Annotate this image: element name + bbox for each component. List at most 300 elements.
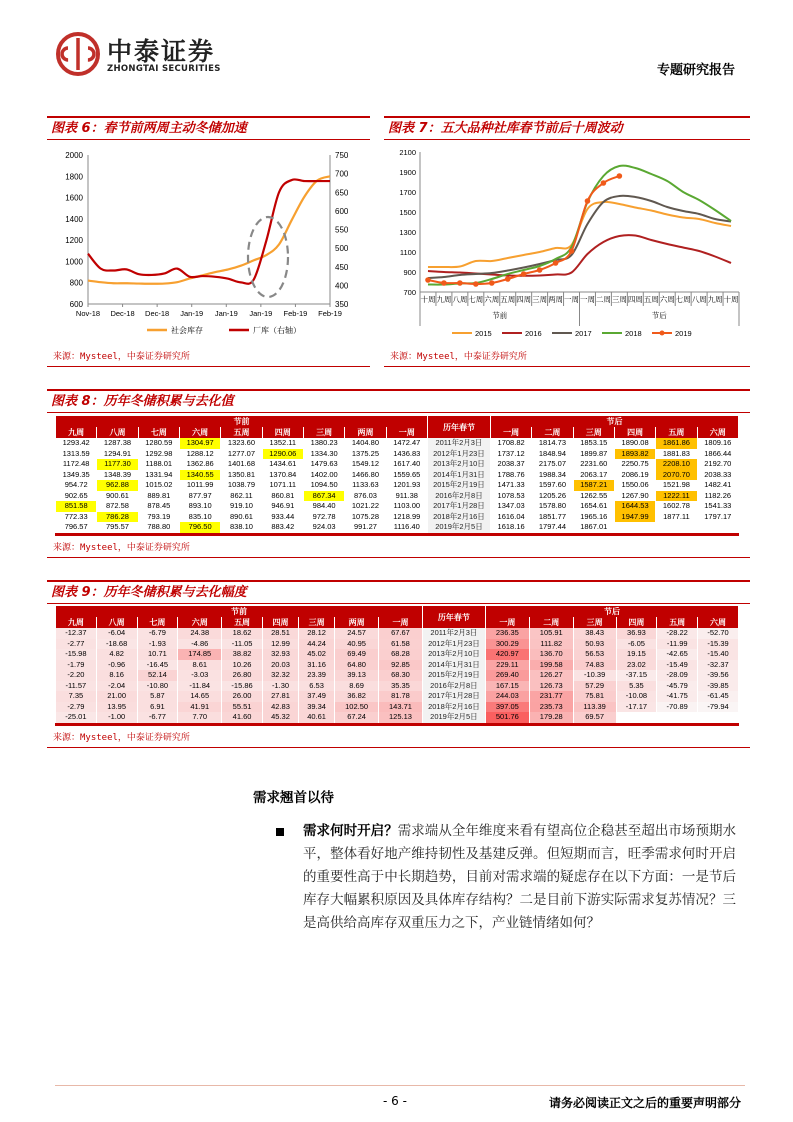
figure9-source: 来源：Mysteel，中泰证券研究所 (53, 733, 190, 743)
cell-after: 2070.70 (656, 470, 696, 481)
cell-before: -1.79 (56, 660, 96, 671)
x-tick-label: 五周 (500, 295, 516, 304)
cell-before: 1472.47 (393, 438, 421, 447)
figure8-table (55, 416, 739, 533)
cell-after: 1965.16 (580, 511, 608, 521)
cell-date: 2018年2月16日 (423, 702, 485, 713)
cell-before: 991.27 (353, 522, 377, 531)
cell-before: 890.61 (230, 511, 253, 521)
cell-date: 2013年2月10日 (423, 649, 485, 660)
cell-after: -39.85 (698, 681, 738, 692)
cell-before: 919.10 (230, 501, 253, 510)
table-row (56, 639, 738, 650)
cell-after: 397.05 (486, 702, 529, 713)
cell-before: -3.03 (178, 670, 221, 681)
column-header-after: 二周 (532, 427, 572, 438)
cell-before: 1075.28 (351, 511, 380, 521)
cell-before: -4.86 (178, 639, 221, 650)
x-tick-label: 一周 (564, 295, 580, 304)
cell-before: 1479.63 (310, 459, 338, 468)
column-header-after: 一周 (491, 427, 531, 438)
data-point-2019 (537, 267, 543, 273)
cell-after: 179.28 (530, 712, 573, 723)
column-header-before: 三周 (304, 427, 344, 438)
cell-date: 2019年2月5日 (428, 522, 490, 533)
cell-after: 1222.11 (656, 491, 696, 502)
cell-before: 1362.86 (186, 459, 214, 468)
cell-before: 10.26 (222, 660, 262, 671)
column-header-before: 六周 (178, 617, 221, 628)
table-row (56, 438, 738, 449)
cell-after (617, 712, 657, 723)
cell-after: 501.76 (486, 712, 529, 723)
figure8-title: 图表 8：历年冬储积累与去化值 (47, 389, 750, 413)
cell-after: 1851.77 (538, 511, 566, 521)
legend-label: 厂库（右轴） (253, 326, 301, 335)
cell-before: 81.78 (379, 691, 422, 702)
cell-before: 38.82 (222, 649, 262, 660)
legend-label: 2018 (625, 329, 642, 338)
x-tick-label: Jan-19 (214, 309, 238, 318)
x-tick-label: Jan-19 (180, 309, 204, 318)
cell-before: 1350.81 (227, 469, 256, 479)
cell-before: 45.32 (263, 712, 298, 723)
cell-before: -1.00 (97, 712, 137, 723)
series-line-2017 (428, 196, 731, 278)
cell-after: 1078.53 (497, 490, 525, 500)
cell-before: 40.61 (299, 712, 334, 723)
x-tick-label: Nov-18 (75, 309, 101, 318)
column-header-before: 五周 (222, 617, 262, 628)
cell-after: -70.89 (657, 702, 697, 713)
cell-after: 300.29 (486, 639, 529, 650)
y-right-tick-label: 550 (335, 225, 349, 235)
cell-after: 2038.37 (497, 459, 525, 468)
cell-before: -1.30 (263, 681, 298, 692)
cell-before: 946.91 (271, 501, 295, 510)
cell-after: 1587.21 (574, 480, 614, 491)
table-row (56, 512, 738, 523)
legend-label: 社会库存 (171, 326, 203, 335)
cell-before: -15.86 (222, 681, 262, 692)
column-header-before: 四周 (263, 617, 298, 628)
cell-before: 6.91 (138, 702, 178, 713)
cell-after: 1471.33 (497, 480, 525, 489)
cell-after: -17.17 (617, 702, 657, 713)
legend-label: 2019 (675, 329, 692, 338)
x-tick-label: 八周 (691, 295, 707, 304)
cell-before: 877.97 (188, 490, 212, 500)
cell-after: -79.94 (698, 702, 738, 713)
legend-label: 2017 (575, 329, 592, 338)
cell-after: 199.58 (530, 660, 573, 671)
cell-after (698, 712, 738, 723)
cell-after: -28.09 (657, 670, 697, 681)
cell-before: 20.03 (263, 660, 298, 671)
y-right-tick-label: 600 (335, 206, 349, 216)
cell-before: 867.34 (304, 491, 344, 502)
cell-after: 2231.60 (580, 459, 608, 468)
cell-before: 8.69 (335, 681, 378, 692)
table-row (56, 660, 738, 671)
cell-before: 1290.06 (263, 449, 303, 460)
cell-after: 23.02 (617, 660, 657, 671)
cell-before: 41.91 (178, 702, 221, 713)
x-group-label: 节前 (492, 311, 508, 320)
cell-before: 1334.30 (310, 448, 338, 458)
cell-date: 2017年1月28日 (423, 691, 485, 702)
y-right-tick-label: 350 (335, 300, 349, 309)
cell-before: 12.99 (263, 639, 298, 650)
cell-after (615, 522, 655, 533)
column-header-before: 一周 (379, 617, 422, 628)
cell-before: 1401.68 (227, 459, 256, 468)
cell-after: 1205.26 (538, 490, 566, 500)
cell-before: 796.57 (64, 522, 88, 531)
cell-after: 420.97 (486, 649, 529, 660)
cell-before: 67.24 (335, 712, 378, 723)
cell-date: 2017年1月28日 (428, 501, 490, 512)
cell-before: 933.44 (271, 511, 295, 521)
table-row (56, 470, 738, 481)
y-left-tick-label: 1200 (65, 236, 83, 246)
y-tick-label: 2100 (399, 148, 416, 157)
cell-before: 883.42 (271, 522, 295, 531)
cell-before: 1436.83 (393, 448, 421, 458)
cell-after: 2086.19 (621, 469, 649, 479)
cell-after: 1737.12 (497, 448, 525, 458)
page-number: - 6 - (383, 1094, 407, 1108)
cell-before: 893.10 (188, 501, 212, 510)
cell-after: -10.08 (617, 691, 657, 702)
cell-before: 174.85 (178, 649, 221, 660)
cell-before: -18.68 (97, 639, 137, 650)
y-tick-label: 1500 (399, 208, 416, 217)
cell-before: 1293.42 (62, 438, 90, 447)
cell-before: 44.24 (299, 639, 334, 650)
cell-before: -15.98 (56, 649, 96, 660)
cell-before: -6.79 (138, 628, 178, 639)
cell-date: 2015年2月19日 (428, 480, 490, 491)
cell-date: 2013年2月10日 (428, 459, 490, 470)
cell-after: 1578.80 (538, 501, 566, 510)
cell-after: -61.45 (698, 691, 738, 702)
cell-before: 1402.00 (310, 469, 338, 479)
cell-after: 2063.17 (580, 469, 608, 479)
bullet-text: 需求端从全年维度来看有望高位企稳甚至超出市场预期水平，整体看好地产维持韧性及基建反弹。但短期而言，旺季需求何时开启的重要性高于中长期趋势，目前对需求端的疑虑存在以下方面：一是节后库存大幅累积原因及具体库存结构？二是目前下游实际需求复苏情况？三是高供给高库存双重压力之下，产业链情绪如何？ (303, 823, 737, 931)
cell-before: 125.13 (379, 712, 422, 723)
cell-before: 26.00 (222, 691, 262, 702)
cell-after (657, 712, 697, 723)
figure6-chart (47, 144, 370, 344)
cell-before: 911.38 (395, 490, 418, 500)
column-header-before: 九周 (56, 427, 96, 438)
cell-before: -6.77 (138, 712, 178, 723)
cell-before: 1352.11 (269, 438, 297, 447)
table-row (56, 628, 738, 639)
cell-before: 984.40 (312, 501, 336, 510)
bullet-lead: 需求何时开启？ (303, 823, 398, 839)
cell-before: 1038.79 (227, 480, 256, 489)
cell-before: 27.81 (263, 691, 298, 702)
cell-after: 1267.90 (621, 490, 649, 500)
figure9-table (55, 606, 739, 723)
y-right-tick-label: 400 (335, 281, 349, 291)
column-header-after: 二周 (530, 617, 573, 628)
cell-after: 1788.76 (497, 469, 525, 479)
x-tick-label: Feb-19 (318, 309, 342, 318)
column-header-before: 八周 (97, 427, 137, 438)
table-row (56, 480, 738, 491)
cell-before: 1349.35 (62, 469, 90, 479)
cell-before: 36.82 (335, 691, 378, 702)
column-header-before: 三周 (299, 617, 334, 628)
data-point-2019 (585, 198, 591, 204)
y-tick-label: 700 (403, 288, 416, 297)
cell-before: -11.84 (178, 681, 221, 692)
header-spring-festival-date: 历年春节 (423, 606, 485, 628)
cell-after: -15.49 (657, 660, 697, 671)
cell-after: 113.39 (574, 702, 616, 713)
cell-after: 38.43 (574, 628, 616, 639)
y-tick-label: 900 (403, 268, 416, 277)
column-header-after: 四周 (617, 617, 657, 628)
column-header-before: 一周 (387, 427, 427, 438)
x-tick-label: Feb-19 (283, 309, 308, 318)
data-point-2019 (473, 281, 479, 287)
cell-after: -42.65 (657, 649, 697, 660)
cell-after: 1644.53 (615, 501, 655, 512)
cell-before: 68.30 (379, 670, 422, 681)
cell-after: 236.35 (486, 628, 529, 639)
cell-after: 1853.15 (580, 438, 608, 447)
cell-date: 2014年1月31日 (428, 470, 490, 481)
cell-before: 10.71 (138, 649, 178, 660)
cell-before: 924.03 (312, 522, 336, 531)
cell-before: -0.96 (97, 660, 137, 671)
figure7-chart (384, 144, 750, 344)
cell-after: 105.91 (530, 628, 573, 639)
cell-after: 1848.94 (538, 448, 566, 458)
cell-before: 143.71 (379, 702, 422, 713)
cell-after: 1550.06 (621, 480, 649, 489)
cell-before: -2.79 (56, 702, 96, 713)
cell-before: 795.57 (106, 522, 129, 531)
cell-before: 1549.12 (351, 459, 380, 468)
cell-after: 1797.44 (538, 522, 566, 531)
cell-after: 2208.10 (656, 459, 696, 470)
cell-before: 872.58 (106, 501, 129, 510)
column-header-before: 六周 (180, 427, 220, 438)
x-tick-label: 六周 (659, 295, 675, 304)
cell-before: 1021.22 (351, 501, 380, 510)
cell-before: 61.58 (379, 639, 422, 650)
cell-before: 42.83 (263, 702, 298, 713)
table-row (56, 712, 738, 723)
header-spring-festival-date: 历年春节 (428, 416, 490, 438)
cell-before: 902.65 (64, 490, 88, 500)
figure9-table-wrap (55, 606, 739, 726)
cell-before: 55.51 (222, 702, 262, 713)
legend-label: 2015 (475, 329, 492, 338)
data-point-2019 (553, 260, 559, 266)
y-tick-label: 1300 (399, 228, 416, 237)
cell-before: -2.77 (56, 639, 96, 650)
cell-before: -11.05 (222, 639, 262, 650)
y-left-tick-label: 600 (69, 300, 83, 309)
cell-before: 18.62 (222, 628, 262, 639)
cell-before: 39.34 (299, 702, 334, 713)
cell-after: 1182.26 (704, 490, 732, 500)
cell-before: 26.80 (222, 670, 262, 681)
cell-before: 793.19 (147, 511, 171, 521)
logo (55, 30, 245, 78)
cell-after: 1797.17 (704, 511, 732, 521)
cell-before: 1188.01 (145, 459, 173, 468)
cell-after: 136.70 (530, 649, 573, 660)
table-row (56, 491, 738, 502)
cell-before: 900.61 (106, 490, 129, 500)
table-row (56, 681, 738, 692)
cell-before: 69.49 (335, 649, 378, 660)
cell-after: 231.77 (530, 691, 573, 702)
x-tick-label: 两周 (548, 295, 564, 304)
data-point-2019 (489, 280, 495, 286)
table-row (56, 449, 738, 460)
cell-date: 2015年2月19日 (423, 670, 485, 681)
cell-date: 2019年2月5日 (423, 712, 485, 723)
cell-before: 102.50 (335, 702, 378, 713)
data-point-2019 (569, 248, 575, 254)
cell-after: 5.35 (617, 681, 657, 692)
cell-before: 1133.63 (352, 480, 379, 489)
cell-before: 23.39 (299, 670, 334, 681)
x-tick-label: 七周 (675, 295, 691, 304)
header-group-after: 节后 (486, 606, 738, 617)
cell-date: 2014年1月31日 (423, 660, 485, 671)
cell-before: -2.20 (56, 670, 96, 681)
legend-label: 2016 (525, 329, 542, 338)
cell-before: 1218.99 (393, 511, 421, 521)
cell-before: 1011.99 (186, 480, 214, 489)
cell-after: 1881.83 (662, 448, 690, 458)
cell-date: 2012年1月23日 (428, 449, 490, 460)
column-header-before: 九周 (56, 617, 96, 628)
data-point-2019 (457, 280, 463, 286)
column-header-after: 一周 (486, 617, 529, 628)
cell-after: -41.75 (657, 691, 697, 702)
cell-after: -37.15 (617, 670, 657, 681)
cell-before: 1434.61 (269, 459, 297, 468)
cell-date: 2016年2月8日 (423, 681, 485, 692)
cell-after: 1866.44 (704, 448, 732, 458)
column-header-after: 五周 (657, 617, 697, 628)
disclaimer: 请务必阅读正文之后的重要声明部分 (548, 1096, 741, 1110)
cell-after: 2175.07 (538, 459, 566, 468)
cell-after: 2250.75 (621, 459, 649, 468)
cell-before: 1280.59 (145, 438, 173, 447)
data-point-2019 (505, 276, 511, 282)
cell-after: 1541.33 (704, 501, 732, 510)
cell-after (656, 522, 696, 533)
cell-after: 2038.33 (704, 469, 732, 479)
data-point-2019 (441, 280, 447, 286)
cell-before: 954.72 (64, 480, 88, 489)
column-header-after: 四周 (615, 427, 655, 438)
cell-after: -6.05 (617, 639, 657, 650)
cell-before: 1340.55 (180, 470, 220, 481)
table-row (56, 670, 738, 681)
logo-en: ZHONGTAI SECURITIES (107, 64, 221, 74)
y-left-tick-label: 2000 (65, 151, 83, 160)
cell-after: -52.70 (698, 628, 738, 639)
cell-before: 8.61 (178, 660, 221, 671)
figure9-title: 图表 9：历年冬储积累与去化幅度 (47, 580, 750, 604)
table-row (56, 501, 738, 512)
cell-before: 28.12 (299, 628, 334, 639)
cell-date: 2018年2月16日 (428, 512, 490, 523)
cell-before: 1094.50 (310, 480, 338, 489)
cell-after: -39.56 (698, 670, 738, 681)
cell-after: 1890.08 (621, 438, 649, 447)
cell-before: 889.81 (147, 490, 171, 500)
data-point-2019 (601, 180, 607, 186)
cell-after: 1262.55 (580, 490, 608, 500)
cell-after: -15.39 (698, 639, 738, 650)
y-tick-label: 1900 (399, 168, 416, 177)
cell-after: 167.15 (486, 681, 529, 692)
table-row (56, 702, 738, 713)
cell-before: 1172.48 (62, 459, 90, 468)
cell-after: 269.40 (486, 670, 529, 681)
cell-after: 1861.86 (656, 438, 696, 449)
cell-after: 1947.99 (615, 512, 655, 523)
y-left-tick-label: 1400 (65, 214, 83, 224)
y-right-tick-label: 500 (335, 244, 349, 254)
section-paragraph (303, 820, 736, 935)
column-header-before: 七周 (139, 427, 179, 438)
x-tick-label: 五周 (643, 295, 659, 304)
cell-before: 37.49 (299, 691, 334, 702)
cell-before: 1380.23 (310, 438, 338, 447)
y-left-tick-label: 1600 (65, 193, 83, 203)
figure6-source: 来源：Mysteel，中泰证券研究所 (53, 352, 190, 362)
cell-before: 45.02 (299, 649, 334, 660)
cell-before: 1201.93 (393, 480, 421, 489)
cell-date: 2011年2月3日 (423, 628, 485, 639)
cell-before: 1177.30 (97, 459, 137, 470)
x-tick-label: 九周 (707, 295, 723, 304)
cell-after: 126.27 (530, 670, 573, 681)
cell-before: 1323.60 (227, 438, 256, 447)
x-tick-label: 四周 (516, 295, 532, 304)
cell-before: 1116.40 (393, 522, 420, 531)
cell-before: 32.32 (263, 670, 298, 681)
cell-before: 796.50 (180, 522, 220, 533)
cell-after: 1616.04 (497, 511, 525, 521)
cell-date: 2011年2月3日 (428, 438, 490, 449)
x-tick-label: 八周 (452, 295, 468, 304)
cell-before: 862.11 (230, 490, 253, 500)
data-point-2019 (617, 173, 623, 179)
cell-after: 57.29 (574, 681, 616, 692)
x-tick-label: 三周 (532, 295, 548, 304)
cell-before: 878.45 (147, 501, 171, 510)
section-heading: 需求翘首以待 (253, 790, 334, 806)
cell-before: 4.82 (97, 649, 137, 660)
cell-before: 1375.25 (351, 448, 380, 458)
figure7-title: 图表 7：五大品种社库春节前后十周波动 (384, 116, 750, 140)
